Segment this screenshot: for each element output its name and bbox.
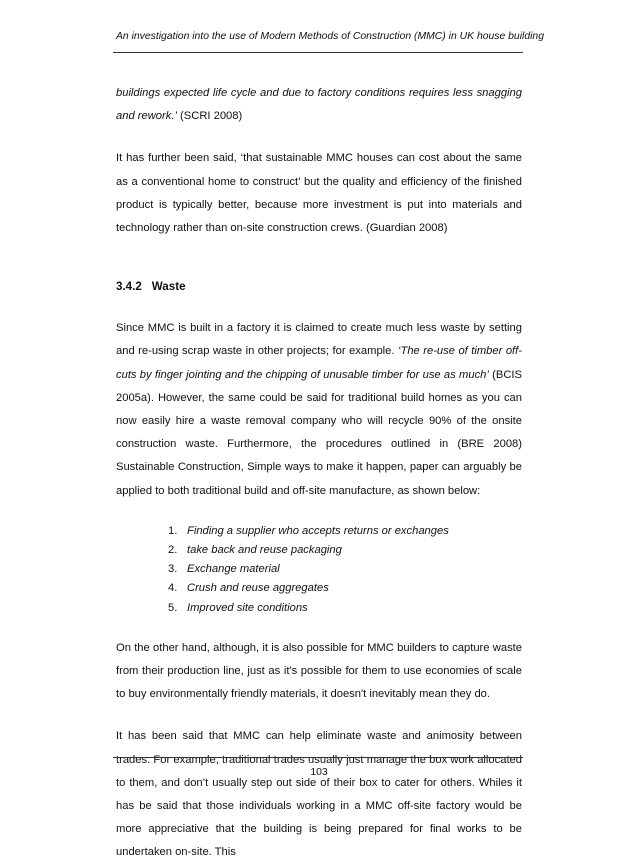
paragraph-quote-scri [116, 82, 522, 128]
list-item [116, 579, 522, 598]
list-item [116, 541, 522, 560]
paragraph-guardian: It has further been said, ‘that sustainable MMC houses can cost about the same as a conventional home to construct’ but the quality and efficiency of the finished product is typically better, because more investment is put into materials and technology rather than on-site construction crews. (Guardian 2008) [116, 152, 522, 235]
section-number: 3.4.2 [116, 280, 142, 294]
list-item-text: Exchange material [187, 563, 280, 576]
scri-quote: buildings expected life cycle and due to factory conditions requires less snagging and rework.’ [116, 87, 522, 123]
paragraph-animosity: It has been said that MMC can help eliminate waste and animosity between trades. For example, traditional trades usually just manage the box work allocated to them, and don’t usually step out side of their box to cater for others. Whiles it has be said that those individuals working in a MMC off-site factory would be more appreciative that the building is being prepared for final works to be undertaken on-site. This [116, 730, 522, 859]
bcis-quote: ‘The re-use of timber off-cuts by finger jointing and the chipping of unusable timber for use as much’ [116, 345, 522, 381]
scri-citation: (SCRI 2008) [176, 110, 243, 123]
section-heading [116, 275, 522, 298]
list-item [116, 560, 522, 579]
waste-text-before: Since MMC is built in a factory it is claimed to create much less waste by setting and re-using scrap waste in other projects; for example. [116, 322, 522, 358]
footer-rule [113, 757, 523, 758]
paragraph-waste-intro [116, 317, 522, 503]
list-item [116, 522, 522, 541]
list-item-number: 2. [168, 544, 178, 557]
list-item-number: 1. [168, 524, 178, 537]
list-item-text: Crush and reuse aggregates [187, 582, 329, 595]
list-item-number: 4. [168, 582, 178, 595]
header-rule [113, 52, 523, 53]
list-item-text: Improved site conditions [187, 601, 308, 614]
procedures-list [116, 522, 522, 618]
list-item [116, 599, 522, 618]
list-item-number: 5. [168, 601, 178, 614]
waste-text-after: (BCIS 2005a). However, the same could be said for traditional build homes as you can now easily hire a waste removal company who will recycle 90% of the onsite construction waste. Furthermore, the procedures outlined in (BRE 2008) Sustainable Construction, Simple ways to make it happen, paper can arguably be applied to both traditional build and off-site manufacture, as shown below: [116, 368, 522, 497]
section-title: Waste [151, 280, 186, 294]
paragraph-on-the-other-hand: On the other hand, although, it is also possible for MMC builders to capture waste from their production line, just as it's possible for them to use economies of scale to buy environmentally friendly materials, it doesn't inevitably mean they do. [116, 641, 522, 701]
list-item-text: take back and reuse packaging [187, 544, 342, 557]
page-body [116, 82, 522, 865]
list-item-number: 3. [168, 563, 178, 576]
running-header: An investigation into the use of Modern Methods of Construction (MMC) in UK house building [116, 31, 544, 42]
list-item-text: Finding a supplier who accepts returns or exchanges [187, 524, 449, 537]
page-number: 103 [310, 767, 328, 778]
